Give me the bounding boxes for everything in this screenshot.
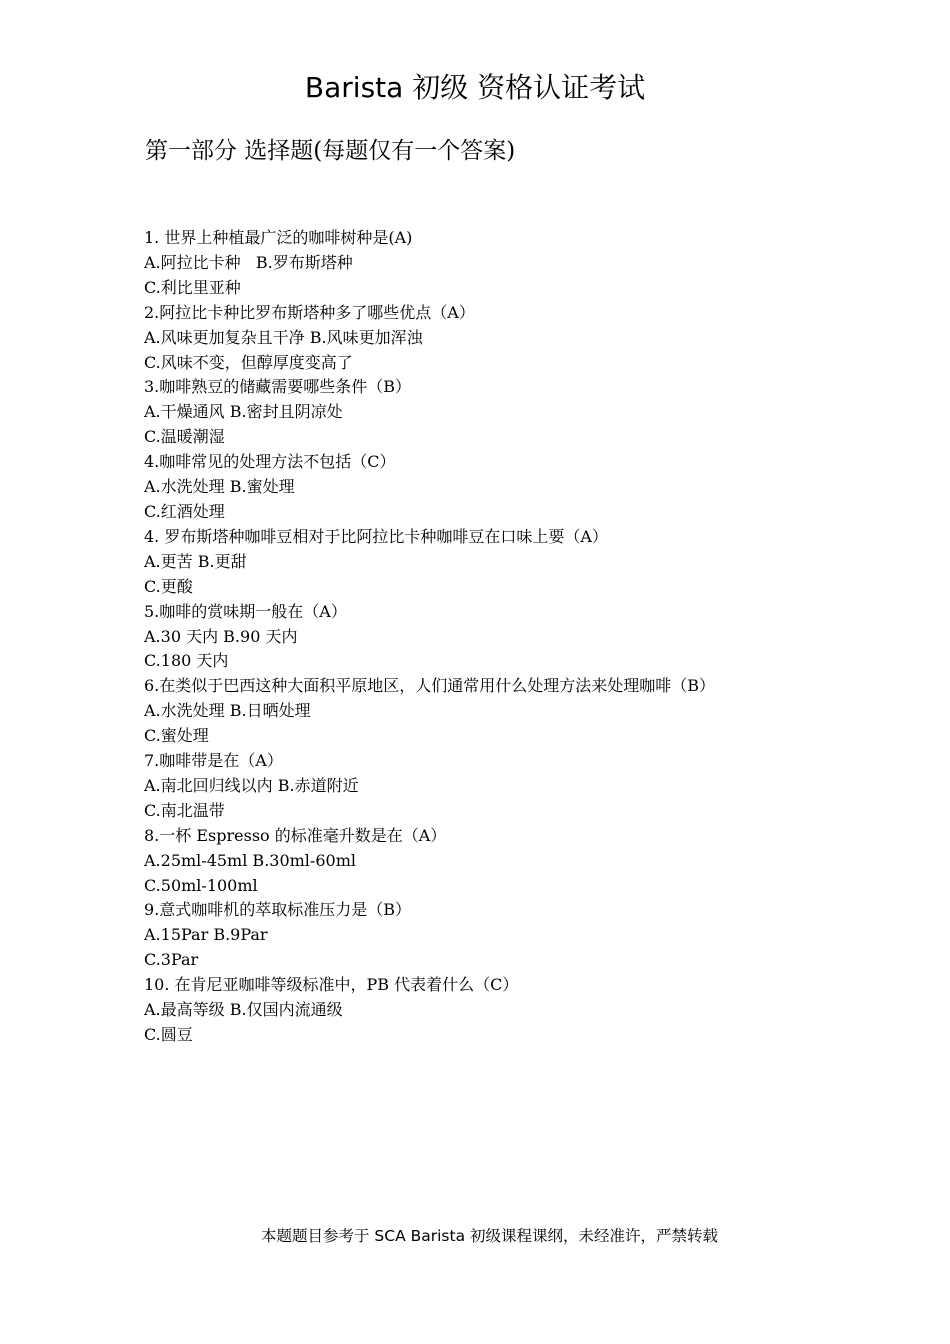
option-a-b: A.30 天内 B.90 天内: [144, 626, 298, 646]
question-text: 8.一杯 Espresso 的标准毫升数是在（A）: [144, 825, 447, 845]
question-text: 3.咖啡熟豆的储藏需要哪些条件（B）: [144, 377, 412, 397]
option-a-b: A.更苦 B.更甜: [144, 551, 247, 571]
question-item: [144, 600, 824, 675]
option-c: C.南北温带: [144, 800, 225, 820]
question-item: [144, 898, 824, 973]
question-text: 2.阿拉比卡种比罗布斯塔种多了哪些优点（A）: [144, 302, 475, 322]
question-item: [144, 674, 824, 749]
option-a-b: A.最高等级 B.仅国内流通级: [144, 1000, 343, 1020]
option-a-b: A.南北回归线以内 B.赤道附近: [144, 775, 359, 795]
option-c: C.更酸: [144, 576, 193, 596]
question-item: [144, 525, 824, 600]
question-list: [144, 226, 824, 1048]
question-item: [144, 375, 824, 450]
question-text: 10. 在肯尼亚咖啡等级标准中，PB 代表着什么（C）: [144, 975, 519, 995]
option-c: C.温暖潮湿: [144, 427, 225, 447]
option-a-b: A.15Par B.9Par: [144, 925, 268, 945]
option-a-b: A.阿拉比卡种 B.罗布斯塔种: [144, 252, 353, 272]
option-a-b: A.风味更加复杂且干净 B.风味更加浑浊: [144, 327, 423, 347]
option-c: C.红酒处理: [144, 501, 225, 521]
question-text: 4.咖啡常见的处理方法不包括（C）: [144, 452, 396, 472]
option-a-b: A.水洗处理 B.日晒处理: [144, 701, 311, 721]
question-text: 9.意式咖啡机的萃取标准压力是（B）: [144, 900, 412, 920]
question-item: [144, 301, 824, 376]
section-heading: 第一部分 选择题(每题仅有一个答案): [145, 138, 516, 164]
page-title: Barista 初级 资格认证考试: [304, 71, 646, 104]
question-text: 4. 罗布斯塔种咖啡豆相对于比阿拉比卡种咖啡豆在口味上要（A）: [144, 526, 608, 546]
question-item: [144, 226, 824, 301]
option-c: C.利比里亚种: [144, 277, 241, 297]
question-text: 6.在类似于巴西这种大面积平原地区，人们通常用什么处理方法来处理咖啡（B）: [144, 676, 716, 696]
option-a-b: A.水洗处理 B.蜜处理: [144, 477, 295, 497]
copyright-footer: 本题题目参考于 SCA Barista 初级课程课纲，未经准许，严禁转载: [261, 1227, 719, 1245]
question-item: [144, 973, 824, 1048]
option-c: C.180 天内: [144, 651, 229, 671]
question-item: [144, 749, 824, 824]
option-a-b: A.干燥通风 B.密封且阴凉处: [144, 402, 343, 422]
option-c: C.风味不变，但醇厚度变高了: [144, 352, 353, 372]
question-item: [144, 824, 824, 899]
question-text: 7.咖啡带是在（A）: [144, 751, 283, 771]
option-c: C.圆豆: [144, 1025, 193, 1044]
question-item: [144, 450, 824, 525]
option-c: C.50ml-100ml: [144, 875, 258, 895]
question-text: 1. 世界上种植最广泛的咖啡树种是(A): [144, 228, 413, 247]
option-a-b: A.25ml-45ml B.30ml-60ml: [144, 850, 356, 870]
option-c: C.蜜处理: [144, 726, 209, 746]
question-text: 5.咖啡的赏味期一般在（A）: [144, 601, 347, 621]
option-c: C.3Par: [144, 950, 199, 970]
